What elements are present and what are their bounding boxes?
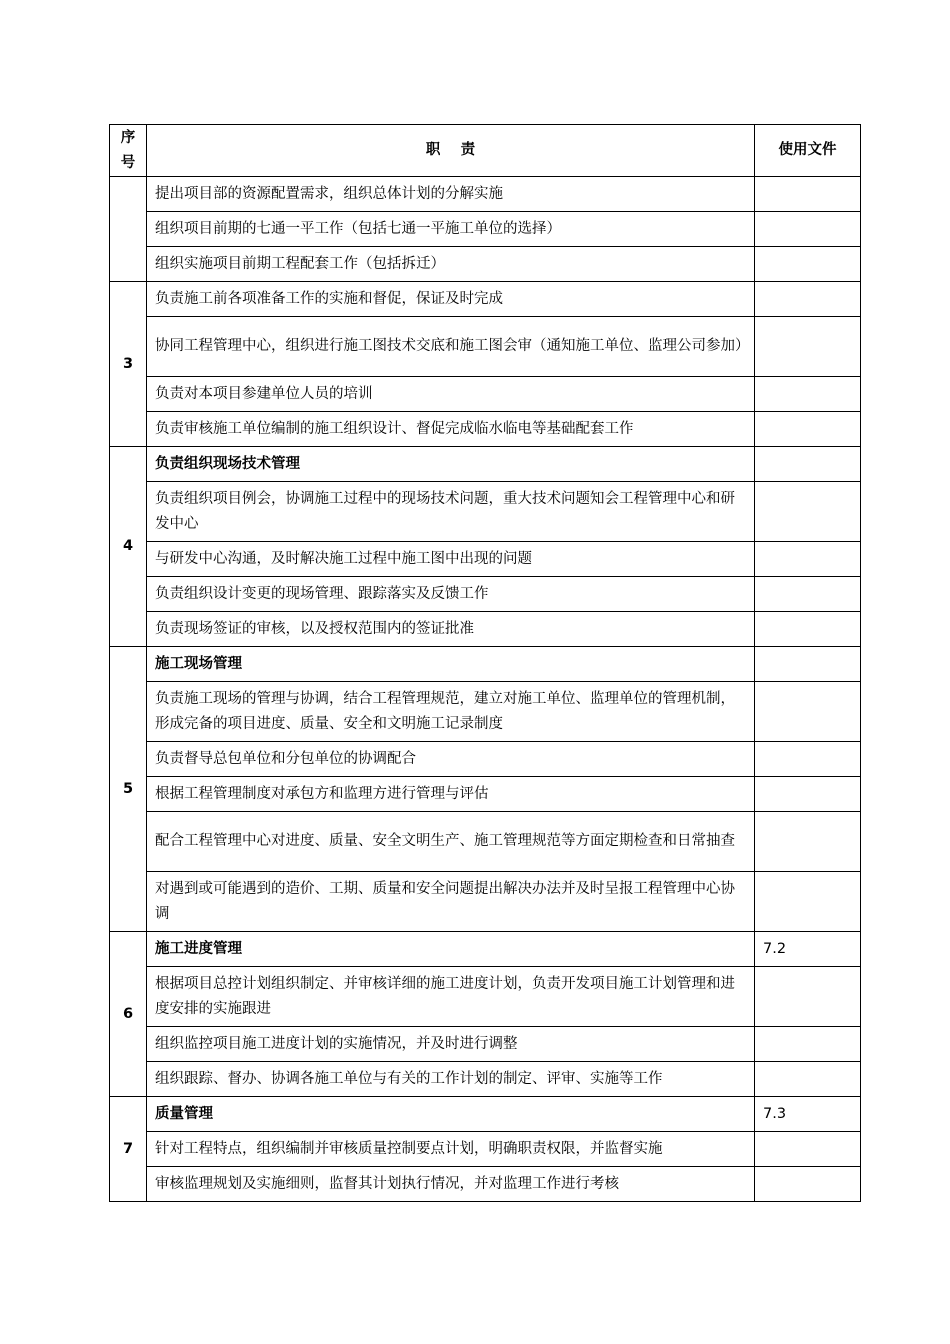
document-reference-cell	[755, 377, 861, 412]
header-duty: 职 责	[147, 125, 755, 177]
duty-cell: 审核监理规划及实施细则，监督其计划执行情况，并对监理工作进行考核	[147, 1167, 755, 1202]
document-reference-cell	[755, 872, 861, 932]
duty-cell: 组织监控项目施工进度计划的实施情况，并及时进行调整	[147, 1027, 755, 1062]
table-row	[110, 542, 861, 577]
duty-cell: 根据工程管理制度对承包方和监理方进行管理与评估	[147, 777, 755, 812]
table-row	[110, 447, 861, 482]
table-row	[110, 282, 861, 317]
duty-cell: 配合工程管理中心对进度、质量、安全文明生产、施工管理规范等方面定期检查和日常抽查	[147, 812, 755, 872]
table-row	[110, 932, 861, 967]
table-row	[110, 247, 861, 282]
table-row	[110, 482, 861, 542]
table-row	[110, 742, 861, 777]
serial-number-cell: 7	[110, 1097, 147, 1202]
duty-cell: 协同工程管理中心，组织进行施工图技术交底和施工图会审（通知施工单位、监理公司参加）	[147, 317, 755, 377]
duty-cell: 负责组织设计变更的现场管理、跟踪落实及反馈工作	[147, 577, 755, 612]
document-reference-cell	[755, 777, 861, 812]
document-reference-cell	[755, 682, 861, 742]
document-reference-cell	[755, 812, 861, 872]
document-reference-cell	[755, 412, 861, 447]
document-reference-cell	[755, 647, 861, 682]
table-row	[110, 177, 861, 212]
table-row	[110, 812, 861, 872]
duty-section-heading: 施工进度管理	[147, 932, 755, 967]
table-row	[110, 1097, 861, 1132]
document-reference-cell	[755, 247, 861, 282]
table-row	[110, 1167, 861, 1202]
document-reference-cell	[755, 282, 861, 317]
duty-cell: 负责现场签证的审核，以及授权范围内的签证批准	[147, 612, 755, 647]
header-row	[110, 125, 861, 177]
document-reference-cell	[755, 1027, 861, 1062]
document-reference-cell	[755, 577, 861, 612]
duty-section-heading: 施工现场管理	[147, 647, 755, 682]
header-document: 使用文件	[755, 125, 861, 177]
serial-number-cell: 6	[110, 932, 147, 1097]
table-row	[110, 577, 861, 612]
duty-cell: 提出项目部的资源配置需求，组织总体计划的分解实施	[147, 177, 755, 212]
table-row	[110, 377, 861, 412]
document-reference-cell	[755, 177, 861, 212]
table-row	[110, 612, 861, 647]
duty-cell: 负责施工现场的管理与协调，结合工程管理规范，建立对施工单位、监理单位的管理机制，形成完备的项目进度、质量、安全和文明施工记录制度	[147, 682, 755, 742]
table-row	[110, 1027, 861, 1062]
duty-cell: 组织实施项目前期工程配套工作（包括拆迁）	[147, 247, 755, 282]
table-row	[110, 872, 861, 932]
table-row	[110, 647, 861, 682]
duty-cell: 负责对本项目参建单位人员的培训	[147, 377, 755, 412]
document-reference-cell	[755, 1167, 861, 1202]
table-row	[110, 682, 861, 742]
duty-section-heading: 质量管理	[147, 1097, 755, 1132]
table-row	[110, 777, 861, 812]
duty-cell: 负责督导总包单位和分包单位的协调配合	[147, 742, 755, 777]
document-reference-cell: 7.3	[755, 1097, 861, 1132]
header-serial-number: 序 号	[110, 125, 147, 177]
document-reference-cell	[755, 447, 861, 482]
duty-cell: 负责审核施工单位编制的施工组织设计、督促完成临水临电等基础配套工作	[147, 412, 755, 447]
document-reference-cell	[755, 742, 861, 777]
document-reference-cell	[755, 1062, 861, 1097]
document-reference-cell	[755, 482, 861, 542]
table-row	[110, 412, 861, 447]
duty-cell: 与研发中心沟通，及时解决施工过程中施工图中出现的问题	[147, 542, 755, 577]
serial-number-cell	[110, 177, 147, 282]
table-row	[110, 212, 861, 247]
table-row	[110, 1062, 861, 1097]
duty-cell: 根据项目总控计划组织制定、并审核详细的施工进度计划，负责开发项目施工计划管理和进度安排的实施跟进	[147, 967, 755, 1027]
document-reference-cell	[755, 212, 861, 247]
document-reference-cell	[755, 612, 861, 647]
table-row	[110, 1132, 861, 1167]
table-row	[110, 967, 861, 1027]
document-reference-cell	[755, 542, 861, 577]
duty-cell: 对遇到或可能遇到的造价、工期、质量和安全问题提出解决办法并及时呈报工程管理中心协调	[147, 872, 755, 932]
table-row	[110, 317, 861, 377]
duty-cell: 组织项目前期的七通一平工作（包括七通一平施工单位的选择）	[147, 212, 755, 247]
serial-number-cell: 4	[110, 447, 147, 647]
duty-cell: 针对工程特点，组织编制并审核质量控制要点计划，明确职责权限，并监督实施	[147, 1132, 755, 1167]
duty-cell: 组织跟踪、督办、协调各施工单位与有关的工作计划的制定、评审、实施等工作	[147, 1062, 755, 1097]
document-reference-cell	[755, 967, 861, 1027]
duty-cell: 负责施工前各项准备工作的实施和督促，保证及时完成	[147, 282, 755, 317]
responsibility-table	[109, 124, 861, 1202]
serial-number-cell: 5	[110, 647, 147, 932]
duty-section-heading: 负责组织现场技术管理	[147, 447, 755, 482]
document-reference-cell	[755, 317, 861, 377]
duty-cell: 负责组织项目例会，协调施工过程中的现场技术问题，重大技术问题知会工程管理中心和研发中心	[147, 482, 755, 542]
document-reference-cell: 7.2	[755, 932, 861, 967]
document-reference-cell	[755, 1132, 861, 1167]
serial-number-cell: 3	[110, 282, 147, 447]
